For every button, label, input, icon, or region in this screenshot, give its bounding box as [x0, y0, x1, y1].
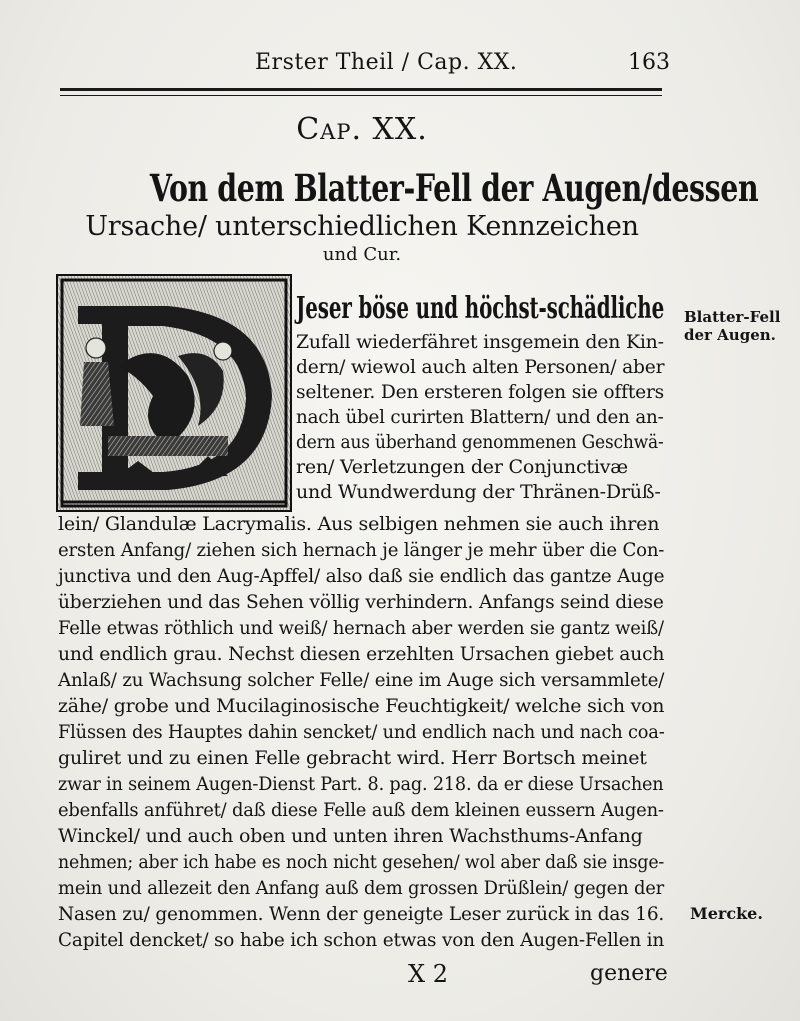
chapter-title-line-3: und Cur.: [322, 244, 402, 265]
margin-note-topic: [684, 308, 780, 344]
body-line-18: guliret und zu einen Felle gebracht wird. Herr Bortsch meinet: [58, 747, 647, 769]
body-line-5: nach übel curirten Blattern/ und den an-: [296, 406, 664, 428]
body-line-3: dern/ wiewol auch alten Personen/ aber: [296, 356, 665, 378]
catchword: genere: [590, 961, 668, 986]
body-line-15: Anlaß/ zu Wachsung solcher Felle/ eine im Auge sich versammlete/: [58, 669, 665, 691]
running-title: Erster Theil / Cap. XX.: [255, 50, 518, 75]
body-line-2: Zufall wiederfähret insgemein den Kin-: [296, 331, 664, 353]
body-line-13: Felle etwas röthlich und weiß/ hernach aber werden sie gantz weiß/: [58, 617, 664, 639]
body-line-7: ren/ Verletzungen der Conjunctivæ: [296, 456, 628, 478]
body-line-11: junctiva und den Aug-Apffel/ also daß sie endlich das gantze Auge: [58, 565, 665, 587]
page-number: 163: [628, 50, 670, 75]
body-line-12: überziehen und das Sehen völlig verhindern. Anfangs seind diese: [58, 591, 664, 613]
body-line-24: Nasen zu/ genommen. Wenn der geneigte Leser zurück in das 16.: [58, 903, 665, 925]
body-line-10: ersten Anfang/ ziehen sich hernach je länger je mehr über die Con-: [58, 539, 665, 561]
body-line-6: dern aus überhand genommenen Geschwä-: [296, 431, 664, 453]
body-line-19: zwar in seinem Augen-Dienst Part. 8. pag. 218. da er diese Ursachen: [58, 773, 664, 795]
margin-note-topic-line-2: der Augen.: [684, 326, 776, 344]
signature-mark: X 2: [408, 960, 448, 988]
body-line-20: ebenfalls anführet/ daß diese Felle auß dem kleinen eussern Augen-: [58, 799, 664, 821]
body-line-21: Winckel/ und auch oben und unten ihren Wachsthums-Anfang: [58, 825, 643, 847]
body-line-14: und endlich grau. Nechst diesen erzehlten Ursachen giebet auch: [58, 643, 665, 665]
chapter-title-line-1: Von dem Blatter-Fell der Augen/dessen: [149, 166, 759, 210]
body-line-4: seltener. Den ersteren folgen sie offters: [296, 381, 665, 403]
body-line-1: Jeser böse und höchst-schädliche: [296, 291, 665, 326]
body-line-8: und Wundwerdung der Thränen-Drüß-: [296, 481, 661, 503]
margin-note-mercke: Mercke.: [690, 904, 763, 923]
body-line-17: Flüssen des Hauptes dahin sencket/ und endlich nach und nach coa-: [58, 721, 665, 743]
body-line-22: nehmen; aber ich habe es noch nicht gesehen/ wol aber daß sie insge-: [58, 851, 665, 873]
body-line-16: zähe/ grobe und Mucilaginosische Feuchtigkeit/ welche sich von: [58, 695, 665, 717]
chapter-heading: Cap. XX.: [296, 112, 428, 147]
body-line-9: lein/ Glandulæ Lacrymalis. Aus selbigen nehmen sie auch ihren: [58, 513, 660, 535]
body-line-23: mein und allezeit den Anfang auß dem grossen Drüßlein/ gegen der: [58, 877, 665, 899]
chapter-title-line-2: Ursache/ unterschiedlichen Kennzeichen: [85, 211, 639, 242]
body-line-25: Capitel dencket/ so habe ich schon etwas von den Augen-Fellen in: [58, 929, 665, 951]
margin-note-topic-line-1: Blatter-Fell: [684, 308, 781, 326]
